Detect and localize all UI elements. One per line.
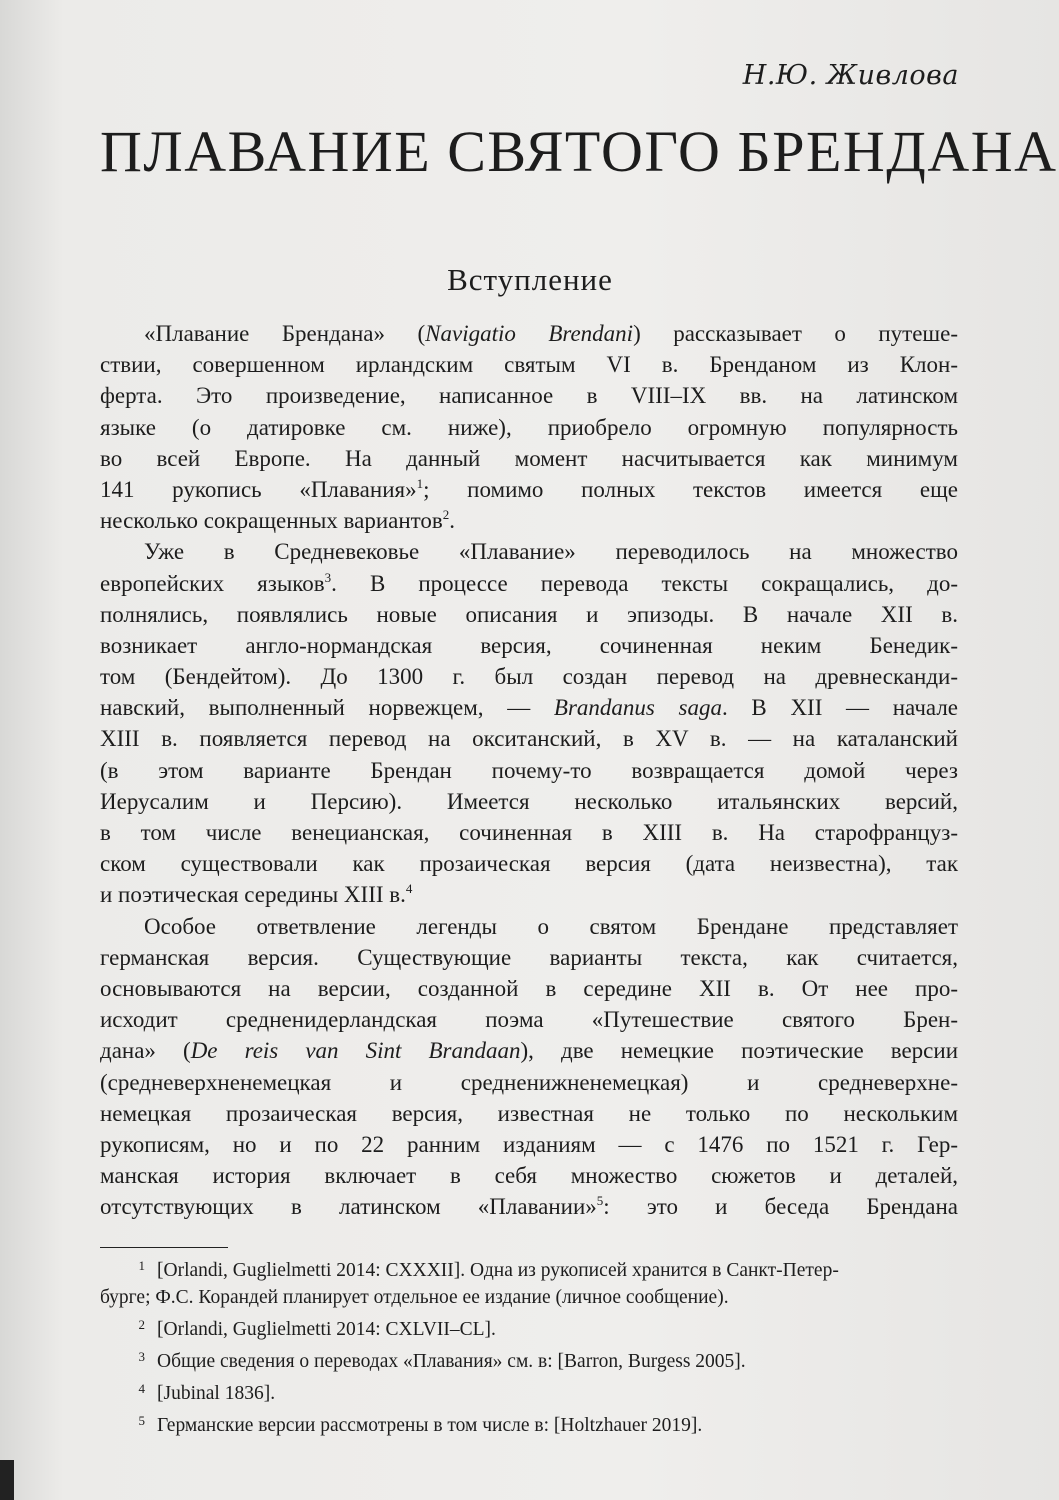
text-line: Уже в Средневековье «Плавание» переводилось на множество [144, 539, 958, 565]
footnote: 3 Общие сведения о переводах «Плавания» см. в: [Barron, Burgess 2005]. [138, 1349, 746, 1372]
text-line: 141 рукопись «Плавания»$^1$; помимо полных текстов имеется еще [100, 475, 958, 502]
text-line: возникает англо-нормандская версия, сочиненная неким Бенедик- [100, 632, 958, 658]
text-line: языке (о датировке см. ниже), приобрело огромную популярность [100, 414, 958, 440]
footnotes [100, 1252, 958, 1439]
text-line: немецкая прозаическая версия, известная не только по нескольким [100, 1100, 958, 1126]
footnote-continuation: бурге; Ф.С. Корандей планирует отдельное ее издание (личное сообщение). [100, 1287, 729, 1308]
text-line: ском существовали как прозаическая версия (дата неизвестна), так [100, 851, 958, 877]
text-line: во всей Европе. На данный момент насчитывается как минимум [100, 445, 958, 471]
text-line: несколько сокращенных вариантов$^2$. [100, 507, 456, 534]
text-line: навский, выполненный норвежцем, — Brandanus saga. В XII — начале [100, 695, 959, 721]
text-line: том (Бендейтом). До 1300 г. был создан перевод на древнесканди- [100, 664, 958, 690]
text-line: исходит средненидерландская поэма «Путешествие святого Брен- [100, 1007, 958, 1033]
text-line: ферта. Это произведение, написанное в VIII–IX вв. на латинском [100, 383, 958, 409]
author-name: Н.Ю. Живлова [742, 60, 959, 91]
text-line: германская версия. Существующие варианты текста, как считается, [100, 944, 958, 970]
footnote: 2 [Orlandi, Guglielmetti 2014: CXLVII–CL]. [138, 1317, 496, 1340]
text-line: Иерусалим и Персию). Имеется несколько итальянских версий, [100, 788, 958, 814]
footnote-ref: 4 [405, 881, 413, 897]
footnote-ref: 1 [416, 475, 424, 491]
body-text [100, 318, 958, 1222]
text-line: дана» (De reis van Sint Brandaan), две немецкие поэтические версии [100, 1038, 959, 1064]
text-line: (средневерхненемецкая и средненижненемецкая) и средневерхне- [100, 1069, 958, 1095]
text-line: «Плавание Брендана» (Navigatio Brendani) рассказывает о путеше- [144, 321, 959, 346]
footnote-ref: 3 [324, 569, 332, 585]
text-line: в том числе венецианская, сочиненная в XIII в. На старофранцуз- [100, 820, 958, 845]
text-line: (в этом варианте Брендан почему-то возвращается домой через [100, 757, 958, 783]
section-heading: Вступление [447, 262, 613, 297]
text-line: и поэтическая середины XIII в.$^4$ [100, 881, 413, 908]
footnote-ref: 2 [442, 507, 450, 523]
page-edge-shadow [0, 1460, 14, 1500]
text-line: основываются на версии, созданной в середине XII в. От нее про- [100, 975, 958, 1001]
chapter-title: ПЛАВАНИЕ СВЯТОГО БРЕНДАНА [100, 119, 1058, 184]
text-line: XIII в. появляется перевод на окситанский, в XV в. — на каталанский [100, 726, 958, 752]
text-line: ствии, совершенном ирландским святым VI в. Бренданом из Клон- [100, 352, 958, 378]
footnote-divider [100, 1247, 228, 1248]
footnote: 4 [Jubinal 1836]. [138, 1381, 276, 1404]
text-line: рукописям, но и по 22 ранним изданиям — с 1476 по 1521 г. Гер- [100, 1131, 958, 1157]
text-line: манская история включает в себя множество сюжетов и деталей, [100, 1163, 958, 1189]
footnote-ref: 5 [596, 1193, 604, 1209]
footnote: 1 [Orlandi, Guglielmetti 2014: CXXXII]. Одна из рукописей хранится в Санкт-Петер- [138, 1258, 839, 1281]
text-line: отсутствующих в латинском «Плавании»$^5$: это и беседа Брендана [100, 1193, 958, 1220]
footnote: 5 Германские версии рассмотрены в том числе в: [Holtzhauer 2019]. [138, 1413, 703, 1436]
text-line: Особое ответвление легенды о святом Брендане представляет [144, 913, 958, 939]
text-line: европейских языков$^3$. В процессе перевода тексты сокращались, до- [100, 569, 958, 596]
text-line: полнялись, появлялись новые описания и эпизоды. В начале XII в. [100, 601, 958, 627]
